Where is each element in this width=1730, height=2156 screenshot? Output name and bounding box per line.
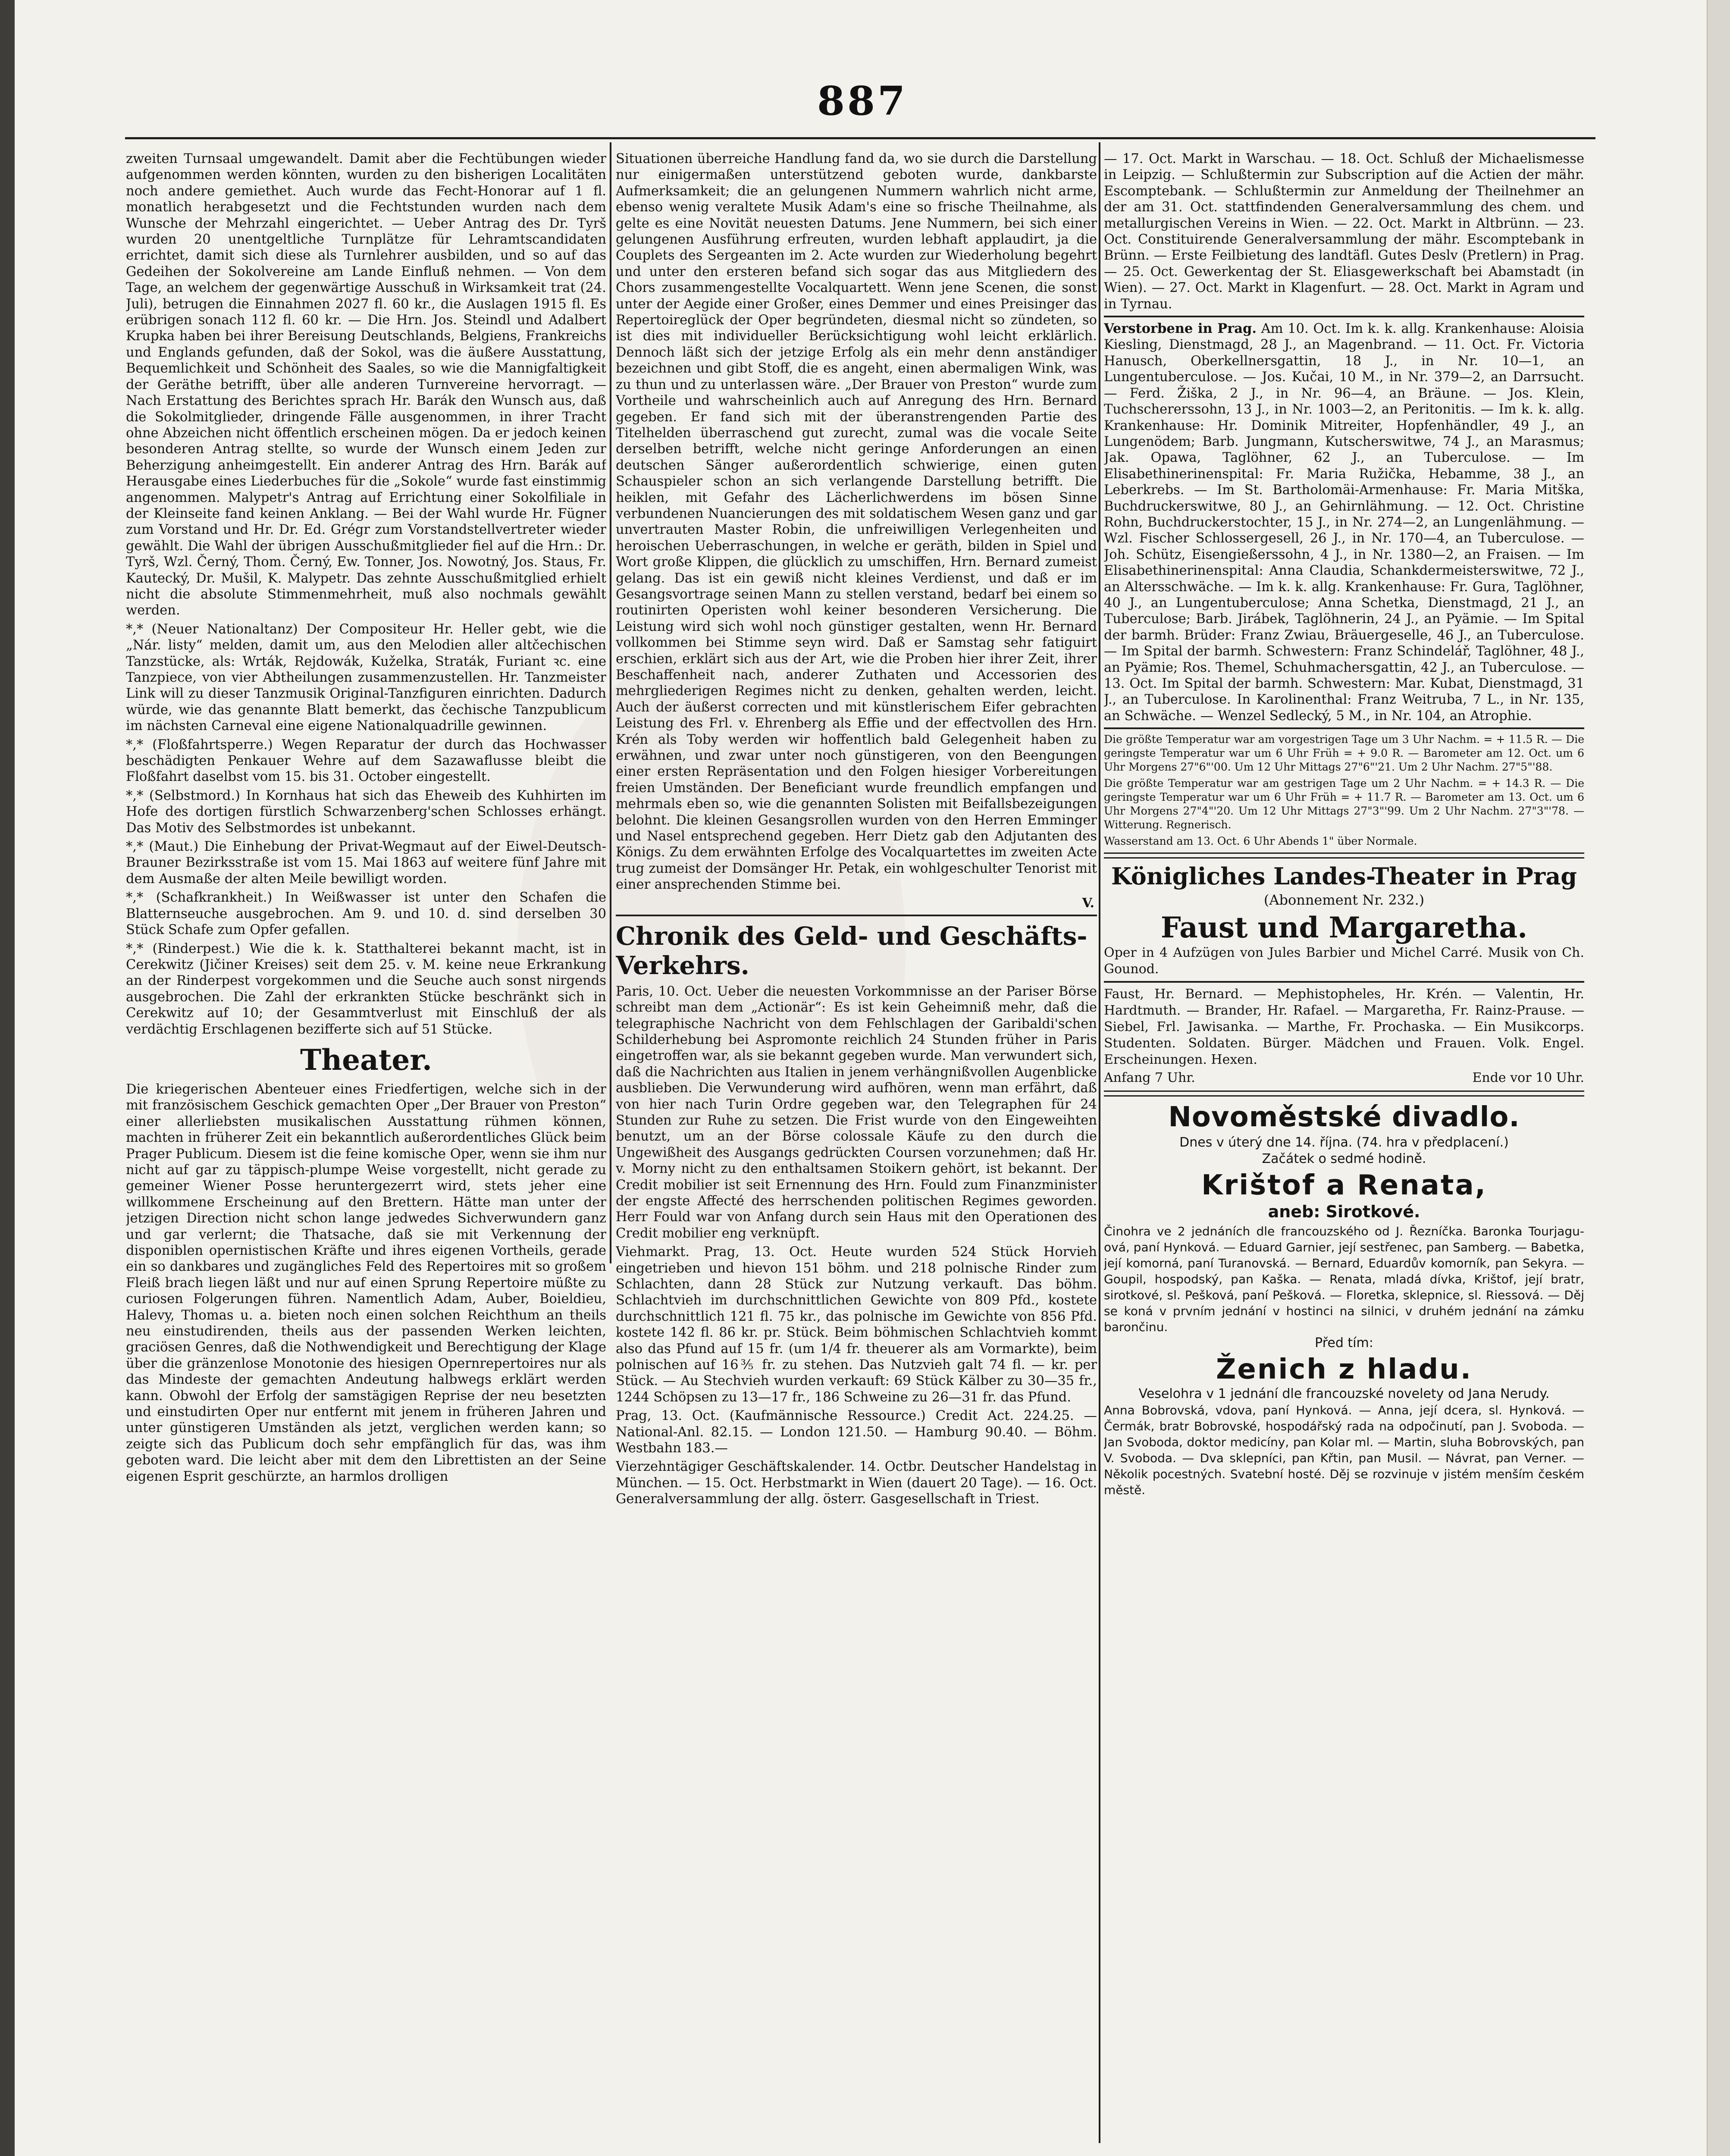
opera-title: Faust und Margaretha. — [1160, 911, 1528, 945]
review-signature: V. — [1082, 895, 1094, 911]
news-item: *,* (Schafkrankheit.) In Weißwasser ist unter den Schafen die Blatternseuche ausgebrochen. Am 9. und 10. d. sind derselben 30 Stück Schafe zum Opfer gefallen. — [126, 890, 606, 938]
column-1 — [126, 151, 606, 2156]
column-3 — [1104, 151, 1584, 2156]
deaths-section — [1104, 321, 1584, 724]
double-rule — [1104, 852, 1584, 859]
czech-theatre-name: Novoměstské divadlo. — [1168, 1101, 1520, 1134]
czech-play-cast: Činohra ve 2 jednáních dle francouzského od J. Řezníčka. Baronka Tourjagu-ová, paní Hynková. — Eduard Garnier, její sestřenec, pan Samberg. — Babetka, její komorná, paní Turanovská. — Bernard, Eduardův komorník, pan Sekyra. — Goupil, hospodský, pan Kaška. — Renata, mladá dívka, Krištof, její bratr, sirotkové, sl. Pešková, paní Pešková. — Floretka, sklepnice, sl. Riessová. — Děj se koná v prvním jednání v hostinci na silnici, v druhém jednání na zámku barončinu. — [1104, 1224, 1584, 1335]
opera-description: Oper in 4 Aufzügen von Jules Barbier und Michel Carré. Musik von Ch. Gounod. — [1104, 945, 1584, 977]
section-rule — [1104, 316, 1584, 317]
czech-before: Před tím: — [1315, 1335, 1373, 1351]
business-calendar: Vierzehntägiger Geschäftskalender. 14. Octbr. Deutscher Handelstag in München. — 15. Oct. Herbstmarkt in Wien (dauert 20 Tage). — 16. Oct. Generalversammlung der allg. österr. Gasgesellschaft in Triest. — [616, 1459, 1097, 1507]
theater-heading: Theater. — [300, 1043, 432, 1077]
column-2 — [616, 151, 1097, 2156]
article-paragraph: zweiten Turnsaal umgewandelt. Damit aber die Fechtübungen wieder aufgenommen werden könnten, wurden zu den bisherigen Localitäten noch andere gemiethet. Auch wurde das Fecht-Honorar auf 1 fl. monatlich herabgesetzt und die Fechtstunden wurden nach dem Wunsche der Mehrzahl eingerichtet. — Ueber Antrag des Dr. Tyrš wurden 20 unentgeltliche Turnplätze für Lehramtscandidaten errichtet, damit sich diese als Turnlehrer ausbilden, und so auf das Gedeihen der Sokolvereine am Lande Einfluß nehmen. — Von dem Tage, an welchem der gegenwärtige Ausschuß in Wirksamkeit trat (24. Juli), betrugen die Einnahmen 2027 fl. 60 kr., die Auslagen 1915 fl. Es erübrigen sonach 112 fl. 60 kr. — Die Hrn. Jos. Steindl und Adalbert Krupka haben bei ihrer Bereisung Deutschlands, Belgiens, Frankreichs und Englands gefunden, daß der Sokol, was die äußere Ausstattung, Bequemlichkeit und Schönheit des Saales, so wie die Mannigfaltigkeit der Geräthe betrifft, über alle anderen Turnvereine hervorragt. — Nach Erstattung des Berichtes sprach Hr. Barák den Wunsch aus, daß die Sokolmitglieder, dringende Fälle ausgenommen, in ihrer Tracht ohne Abzeichen nicht öffentlich erscheinen mögen. Da er jedoch keinen besonderen Antrag stellte, so wurde der Wunsch einem Jeden zur Beherzigung anheimgestellt. Ein anderer Antrag des Hrn. Barák auf Herausgabe eines Liederbuches für die „Sokole“ wurde fast einstimmig angenommen. Malypetr's Antrag auf Errichtung einer Sokolfiliale in der Kleinseite fand keinen Anklang. — Bei der Wahl wurde Hr. Fügner zum Vorstand und Hr. Dr. Ed. Grégr zum Vorstandstellvertreter wieder gewählt. Die Wahl der übrigen Ausschußmitglieder fiel auf die Hrn.: Dr. Tyrš, Wzl. Černý, Thom. Černý, Ew. Tonner, Jos. Nowotný, Jos. Staus, Fr. Kautecký, Dr. Mušil, K. Malypetr. Das zehnte Ausschußmitglied erhielt nicht die absolute Stimmenmehrheit, muß also nochmals gewählt werden. — [126, 151, 606, 618]
business-calendar-continued: — 17. Oct. Markt in Warschau. — 18. Oct. Schluß der Michaelismesse in Leipzig. — Schlußtermin zur Subscription auf die Actien der mähr. Escomptebank. — Schlußtermin zur Anmeldung der Theilnehmer an der am 31. Oct. stattfindenden Generalversammlung des chem. und metallurgischen Vereins in Wien. — 22. Oct. Markt in Altbrünn. — 23. Oct. Constituirende Generalversammlung der mähr. Escomptebank in Brünn. — Erste Feilbietung des landtäfl. Gutes Deslv (Pretlern) in Prag. — 25. Oct. Gewerkentag der St. Eliasgewerkschaft bei Abamstadt (in Wien). — 27. Oct. Markt in Klagenfurt. — 28. Oct. Markt in Agram und in Tyrnau. — [1104, 151, 1584, 312]
czech-play2-title: Ženich z hladu. — [1216, 1354, 1472, 1386]
double-rule — [1104, 1091, 1584, 1097]
weather-report: Die größte Temperatur war am gestrigen Tage um 2 Uhr Nachm. = + 14.3 R. — Die geringste Temperatur war um 6 Uhr Früh = + 11.7 R. — Barometer am 13. Oct. um 6 Uhr Morgens 27"4"'20. Um 12 Uhr Mittags 27"3"'99. Um 2 Uhr Nachm. 27"3"'78. — Witterung. Regnerisch. — [1104, 777, 1584, 831]
opera-cast: Faust, Hr. Bernard. — Mephistopheles, Hr. Krén. — Valentin, Hr. Hardtmuth. — Brander, Hr. Rafael. — Margaretha, Fr. Rainz-Prause. — Siebel, Frl. Jawisanka. — Marthe, Fr. Prochaska. — Ein Musikcorps. Studenten. Soldaten. Bürger. Mädchen und Frauen. Volk. Engel. Erscheinungen. Hexen. — [1104, 987, 1584, 1068]
czech-play2-description: Veselohra v 1 jednání dle francouzské novelety od Jana Nerudy. — [1138, 1386, 1550, 1402]
header-rule — [125, 137, 1595, 139]
news-item: *,* (Neuer Nationaltanz) Der Compositeur Hr. Heller gebt, wie die „Nár. listy“ melden, damit um, aus den Melodien aller altčechischen Tanzstücke, als: Wrták, Rejdowák, Kuželka, Straták, Furiant ꝛc. eine Tanzpiece, von vier Abtheilungen zusammenzustellen. Hr. Tanzmeister Link will zu dieser Tanzmusik Original-Tanzfiguren einrichten. Dadurch würde, wie das genannte Blatt bemerkt, das čechische Tanzpublicum im nächsten Carneval eine eigene Nationalquadrille gewinnen. — [126, 621, 606, 734]
column-divider-1 — [610, 142, 611, 1263]
column-divider-2 — [1099, 142, 1100, 2143]
czech-play2-cast: Anna Bobrovská, vdova, paní Hynková. — Anna, její dcera, sl. Hynková. — Čermák, bratr Bobrovské, hospodářský rada na odpočinutí, pan J. Svoboda. — Jan Svoboda, doktor medicíny, pan Kolar ml. — Martin, sluha Bobrovských, pan V. Svoboda. — Dva sklepníci, pan Křtin, pan Musil. — Návrat, pan Verner. — Několik pocestných. Svatební hosté. Děj se rozvinuje v jistém menším českém městě. — [1104, 1403, 1584, 1498]
section-rule — [1104, 727, 1584, 729]
czech-date: Dnes v úterý dne 14. října. (74. hra v předplacení.) — [1179, 1135, 1509, 1150]
chronik-heading: Chronik des Geld- und Geschäfts-Verkehrs. — [616, 921, 1088, 980]
scan-left-edge — [0, 0, 15, 2156]
news-item: *,* (Selbstmord.) In Kornhaus hat sich das Eheweib des Kuhhirten im Hofe des dortigen fürstlich Schwarzenberg'schen Schlosses erhängt. Das Motiv des Selbstmordes ist unbekannt. — [126, 788, 606, 836]
section-rule — [616, 915, 1097, 916]
theatre-name: Königliches Landes-Theater in Prag — [1111, 862, 1577, 890]
cattle-market-report: Viehmarkt. Prag, 13. Oct. Heute wurden 524 Stück Horvieh eingetrieben und hievon 151 böhm. und 218 polnische Rinder zum Schlachten, dann 28 Stück zur Nutzung verkauft. Das böhm. Schlachtvieh im durchschnittlichen Gewichte von 809 Pfd., kostete durchschnittlich 121 fl. 75 kr., das polnische im Gewichte von 856 Pfd. kostete 142 fl. 86 kr. pr. Stück. Beim böhmischen Schlachtvieh kommt also das Pfund auf 15 fr. (um 1/4 fr. theuerer als am Vormarkte), beim polnischen auf 16⅗ fr. zu stehen. Das Nutzvieh galt 74 fl. — kr. per Stück. — Au Stechvieh wurden verkauft: 69 Stück Kälber zu 30—35 fr., 1244 Schöpsen zu 13—17 fr., 186 Schweine zu 26—31 fr. das Pfund. — [616, 1244, 1097, 1405]
end-time: Ende vor 10 Uhr. — [1472, 1070, 1584, 1086]
deaths-list: Am 10. Oct. Im k. k. allg. Krankenhause: Aloisia Kiesling, Dienstmagd, 28 J., an Magenbrand. — 11. Oct. Fr. Victoria Hanusch, Oberkellnersgattin, 18 J., in Nr. 10—1, an Lungentuberculose. — Jos. Kučai, 10 M., in Nr. 379—2, an Darrsucht. — Ferd. Žiška, 2 J., in Nr. 96—4, an Bräune. — Jos. Klein, Tuchschererssohn, 13 J., in Nr. 1003—2, an Peritonitis. — Im k. k. allg. Krankenhause: Hr. Dominik Mitreiter, Hopfenhändler, 49 J., an Lungenödem; Barb. Jungmann, Kutscherswitwe, 74 J., an Marasmus; Jak. Opawa, Taglöhner, 62 J., an Tuberculose. — Im Elisabethinerinenspital: Fr. Maria Ružička, Hebamme, 38 J., an Leberkrebs. — Im St. Bartholomäi-Armenhause: Fr. Maria Mitška, Buchdruckerswitwe, 80 J., an Gehirnlähmung. — 12. Oct. Christine Rohn, Buchdruckerstochter, 15 J., in Nr. 274—2, an Lungenlähmung. — Wzl. Fischer Schlossergesell, 26 J., in Nr. 170—4, an Tuberculose. — Joh. Schütz, Eisengießerssohn, 4 J., in Nr. 1380—2, an Fraisen. — Im Elisabethinerinenspital: Anna Claudia, Schankdermeisterswitwe, 72 J., an Altersschwäche. — Im k. k. allg. Krankenhause: Fr. Gura, Taglöhner, 40 J., an Lungentuberculose; Anna Schetka, Dienstmagd, 21 J., an Tuberculose; Barb. Jirábek, Taglöhnerin, 24 J., an Pyämie. — Im Spital der barmh. Brüder: Franz Zwiau, Bräuergeselle, 46 J., an Tuberculose. — Im Spital der barmh. Schwestern: Franz Schindelář, Taglöhner, 48 J., an Pyämie; Ros. Themel, Schuhmachersgattin, 42 J., an Tuberculose. — 13. Oct. Im Spital der barmh. Schwestern: Mar. Kubat, Dienstmagd, 31 J., an Tuberculose. In Karolinenthal: Franz Weitruba, 7 L., in Nr. 135, an Schwäche. — Wenzel Sedlecký, 5 M., in Nr. 104, an Atrophie. — [1104, 321, 1584, 724]
weather-report: Die größte Temperatur war am vorgestrigen Tage um 3 Uhr Nachm. = + 11.5 R. — Die geringste Temperatur war um 6 Uhr Früh = + 9.0 R. — Barometer am 12. Oct. um 6 Uhr Morgens 27"6"'00. Um 12 Uhr Mittags 27"6"'21. Um 2 Uhr Nachm. 27"5"'88. — [1104, 733, 1584, 774]
czech-play-subtitle: aneb: Sirotkové. — [1268, 1202, 1420, 1222]
news-item: *,* (Rinderpest.) Wie die k. k. Statthalterei bekannt macht, ist in Cerekwitz (Jičiner Kreises) seit dem 25. v. M. keine neue Erkrankung an der Rinderpest vorgekommen und die Seuche auch sonst nirgends ausgebrochen. Die Zahl der erkrankten Stücke beschränkt sich in Cerekwitz auf 10; der Gesammtverlust mit Einschluß der als verdächtig Erschlagenen bezifferte sich auf 51 Stücke. — [126, 941, 606, 1037]
czech-start: Začátek o sedmé hodině. — [1262, 1151, 1426, 1167]
page-number: 887 — [817, 78, 908, 124]
finance-report: Paris, 10. Oct. Ueber die neuesten Vorkommnisse an der Pariser Börse schreibt man dem „Actionär“: Es ist kein Geheimniß mehr, daß die telegraphische Nachricht von dem Fehlschlagen der Garibaldi'schen Schilderhebung bei Aspromonte reichlich 24 Stunden früher in Paris eingetroffen war, als sie bekannt gegeben wurde. Man verwundert sich, daß die Nachrichten aus Italien in jenem verhängnißvollen Augenblicke ausblieben. Die Verwunderung wird aufhören, wenn man erfährt, daß von hier nach Turin Ordre gegeben war, den Telegraphen für 24 Stunden zur Ruhe zu setzen. Die Frist wurde von den Eingeweihten benutzt, um an der Börse colossale Käufe zu den durch die Ungewißheit des Ausgangs gedrückten Coursen vorzunehmen; daß Hr. v. Morny nicht zu den enthaltsamen Stoikern gehört, ist bekannt. Der Credit mobilier ist seit Ernennung des Hrn. Fould zum Finanzminister der engste Affecté des herrschenden politischen Regimes geworden. Herr Fould war von Anfang durch sein Haus mit den Operationen des Credit mobilier eng verknüpft. — [616, 984, 1097, 1241]
exchange-rates: Prag, 13. Oct. (Kaufmännische Ressource.) Credit Act. 224.25. — National-Anl. 82.15. — London 121.50. — Hamburg 90.40. — Böhm. Westbahn 183.— — [616, 1408, 1097, 1456]
theater-review-continued: Situationen überreiche Handlung fand da, wo sie durch die Darstellung nur einigermaßen unterstützend geboten wurde, dankbarste Aufmerksamkeit; die an gelungenen Nummern wahrlich nicht arme, ebenso wenig veraltete Musik Adam's eine so frische Theilnahme, als gelte es eine Novität neuesten Datums. Jene Nummern, bei sich einer gelungenen Ausführung erfreuten, wurden lebhaft applaudirt, ja die Couplets des Sergeanten im 2. Acte wurden zur Wiederholung begehrt und unter den ersteren befand sich sogar das aus Mitgliedern des Chors zusammengestellte Vocalquartett. Wenn jene Scenen, die sonst unter der Aegide einer Großer, eines Demmer und eines Preisinger das Repertoireglück der Oper begründeten, diesmal nicht so zündeten, so ist dies mit individueller Berücksichtigung wohl leicht erklärlich. Dennoch läßt sich der jetzige Erfolg als ein mehr denn anständiger bezeichnen und gibt Stoff, die es angeht, einen abermaligen Wink, was zu thun und zu unterlassen wäre. „Der Brauer von Preston“ wurde zum Vortheile und wahrscheinlich auch auf Anregung des Hrn. Bernard gegeben. Er fand sich mit der überanstrengenden Partie des Titelhelden überraschend gut zurecht, zumal was die vocale Seite derselben betrifft, welche nicht geringe Anforderungen an einen deutschen Sänger außerordentlich schwierige, einen guten Schauspieler schon an sich verlangende Darstellung betrifft. Die heiklen, mit Gefahr des Lächerlichwerdens im bösen Sinne verbundenen Nuancierungen des mit soldatischem Wesen ganz und gar unvertrauten Master Robin, die unfreiwilligen Verlegenheiten und heroischen Ueberraschungen, in welche er geräth, bilden in Spiel und Wort große Klippen, die glücklich zu umschiffen, Hrn. Bernard zumeist gelang. Das ist ein gewiß nicht kleines Verdienst, und daß er im Gesangsvortrage seinen Mann zu stellen verstand, bedarf bei einem so routinirten Operisten wohl keiner besonderen Versicherung. Die Leistung wird sich wohl noch günstiger gestalten, wenn Hr. Bernard vollkommen bei Stimme seyn wird. Daß er Samstag sehr fatiguirt erschien, erklärt sich aus der Art, wie die Proben hier ihrer Zeit, ihrer Beschaffenheit nach, anderer Zuthaten und Accessorien des mehrgliederigen Regimes nicht zu denken, gehalten werden, leicht. Auch der äußerst correcten und mit künstlerischem Eifer gebrachten Leistung des Frl. v. Ehrenberg als Effie und der effectvollen des Hrn. Krén als Toby werden wir hoffentlich bald Gelegenheit haben zu erwähnen, und zwar unter noch günstigeren, von den Beengungen einer ersten Repräsentation und den Folgen hiesiger Vorbereitungen freien Umständen. Der Beneficiant wurde freundlich empfangen und mehrmals eben so, wie die genannten Solisten mit Beifallsbezeigungen belohnt. Die kleinen Gesangsrollen wurden von den Herren Emminger und Nasel entsprechend gegeben. Herr Dietz gab den Adjutanten des Königs. Zu dem erwähnten Erfolge des Vocalquartettes im zweiten Acte trug zumeist der Domsänger Hr. Petak, ein wohlgeschulter Tenorist mit einer ansprechenden Stimme bei. — [616, 151, 1097, 893]
scan-right-edge — [1707, 0, 1730, 2156]
water-level: Wasserstand am 13. Oct. 6 Uhr Abends 1" über Normale. — [1104, 835, 1417, 848]
section-rule — [1104, 981, 1584, 983]
news-item: *,* (Floßfahrtsperre.) Wegen Reparatur der durch das Hochwasser beschädigten Penkauer Wehre auf dem Sazawaflusse bleibt die Floßfahrt daselbst vom 15. bis 31. October eingestellt. — [126, 737, 606, 785]
czech-play-title: Krištof a Renata, — [1201, 1169, 1487, 1202]
start-time: Anfang 7 Uhr. — [1104, 1070, 1195, 1086]
theater-review: Die kriegerischen Abenteuer eines Friedfertigen, welche sich in der mit französischem Geschick gemachten Oper „Der Brauer von Preston“ einer allerliebsten musikalischen Ausstattung rühmen können, machten in früherer Zeit ein bekanntlich außerordentliches Glück beim Prager Publicum. Diesem ist die feine komische Oper, wenn sie ihm nur nicht auf gar zu täppisch-plumpe Weise vorgestellt, nicht gerade zu gemeiner Wiener Posse heruntergezerrt wird, stets jeher eine willkommene Erscheinung auf den Brettern. Hätte man unter der jetzigen Direction nicht schon lange jedwedes Sichverwundern ganz und gar verlernt; die Thatsache, daß sie mit Verkennung der disponiblen opernistischen Kräfte und ihres eigenen Vortheils, gerade ein so dankbares und zugängliches Feld des Repertoires mit so großem Fleiß brach liegen läßt und nur auf einen Sprung Repertoire müßte zu curiosen Folgerungen führen. Namentlich Adam, Auber, Boieldieu, Halevy, Thomas u. a. bieten noch einen solchen Reichthum an theils neu einstudirenden, theils aus der passenden Werken leichten, graciösen Genres, daß die Nothwendigkeit und Berechtigung der Klage über die gränzenlose Monotonie des hiesigen Opernrepertoires nur als das Mindeste der gemachten Andeutung halbwegs erklärt werden kann. Obwohl der Erfolg der samstägigen Reprise der neu besetzten und einstudirten Oper nur entfernt mit jenem in früheren Jahren und unter günstigeren Umständen als jetzt, verglichen werden kann; so zeigte sich das Publicum doch sehr empfänglich für das, was ihm geboten ward. Die leicht aber mit dem den Librettisten an der Seine eigenen Esprit geschürzte, an harmlos drolligen — [126, 1081, 606, 1484]
news-item: *,* (Maut.) Die Einhebung der Privat-Wegmaut auf der Eiwel-Deutsch-Brauner Bezirksstraße ist vom 15. Mai 1863 auf weitere fünf Jahre mit dem Ausmaße der alten Meile bewilligt worden. — [126, 839, 606, 887]
theatre-abonnement: (Abonnement Nr. 232.) — [1263, 892, 1425, 909]
deaths-heading: Verstorbene in Prag. — [1104, 321, 1257, 337]
performance-times — [1104, 1070, 1584, 1086]
